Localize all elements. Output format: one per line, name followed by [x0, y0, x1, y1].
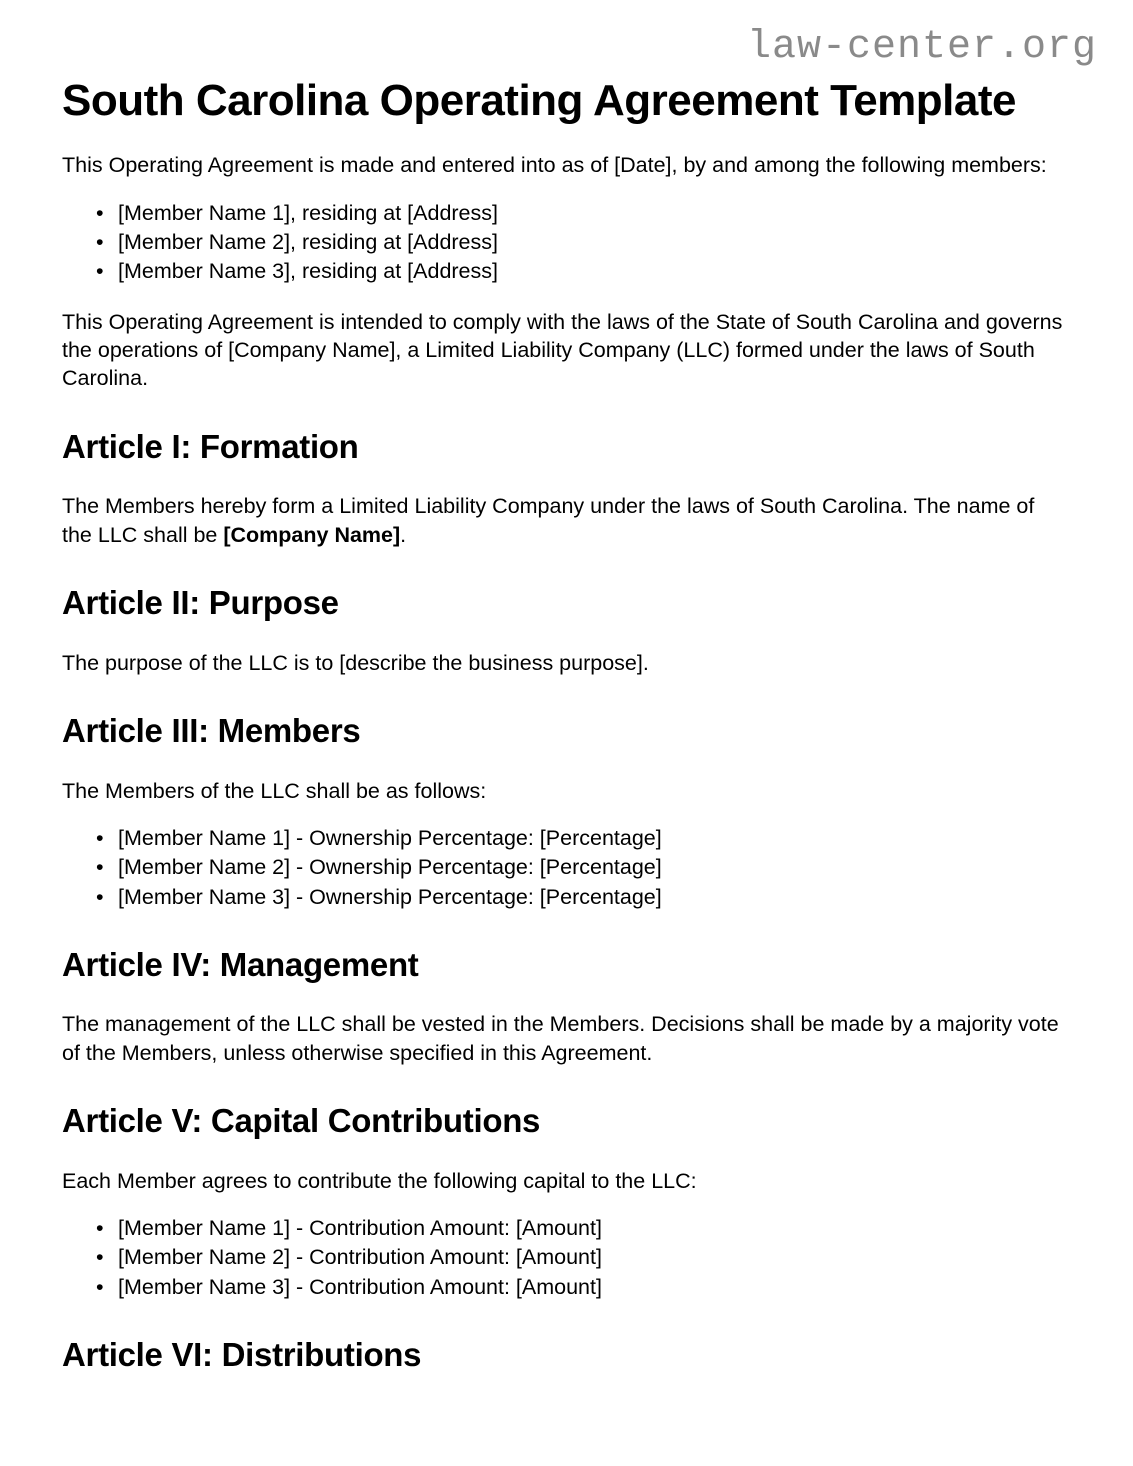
- article-management-body: The management of the LLC shall be vested in the Members. Decisions shall be made by a majority vote of the Members, unless otherwise specified in this Agreement.: [62, 1012, 1059, 1065]
- list-item: • [Member Name 3], residing at [Address]: [62, 258, 1070, 285]
- article-heading-purpose: Article II: Purpose: [62, 584, 339, 621]
- formation-text-lead: The Members hereby form a Limited Liability Company under the laws of South Carolina. The name of the LLC shall be: [62, 494, 1035, 547]
- article-purpose-body: The purpose of the LLC is to [describe the business purpose].: [62, 650, 649, 675]
- list-item: • [Member Name 2] - Ownership Percentage: [Percentage]: [62, 854, 1070, 881]
- article-heading-formation: Article I: Formation: [62, 427, 359, 465]
- article-capital-body: Each Member agrees to contribute the following capital to the LLC:: [62, 1168, 697, 1193]
- list-item: • [Member Name 3] - Contribution Amount: [Amount]: [62, 1274, 1070, 1301]
- article-heading-management: Article IV: Management: [62, 945, 419, 983]
- list-item: • [Member Name 1], residing at [Address]: [62, 200, 1070, 227]
- article-members-body: The Members of the LLC shall be as follows:: [62, 778, 487, 803]
- formation-text-trail: .: [400, 522, 407, 547]
- article-heading-capital-contributions: Article V: Capital Contributions: [62, 1102, 541, 1140]
- article-heading-distributions: Article VI: Distributions: [62, 1336, 422, 1374]
- list-item: • [Member Name 2], residing at [Address]: [62, 229, 1070, 256]
- company-name-placeholder: [Company Name]: [223, 522, 401, 547]
- member-address-list: [62, 200, 1070, 286]
- article-formation-body: [62, 492, 1070, 549]
- site-watermark: law-center.org: [746, 25, 1097, 70]
- member-contribution-list: [62, 1215, 1070, 1301]
- intro-paragraph: This Operating Agreement is made and entered into as of [Date], by and among the following members:: [62, 153, 1047, 178]
- list-item: • [Member Name 1] - Contribution Amount: [Amount]: [62, 1215, 1070, 1242]
- compliance-paragraph: This Operating Agreement is intended to comply with the laws of the State of South Carolina and governs the operations of [Company Name], a Limited Liability Company (LLC) formed under the laws of South Carolina.: [62, 309, 1063, 391]
- page-title: South Carolina Operating Agreement Template: [62, 76, 1016, 125]
- document-body: [62, 76, 1070, 1401]
- list-item: • [Member Name 1] - Ownership Percentage: [Percentage]: [62, 825, 1070, 852]
- list-item: • [Member Name 3] - Ownership Percentage: [Percentage]: [62, 884, 1070, 911]
- list-item: • [Member Name 2] - Contribution Amount: [Amount]: [62, 1244, 1070, 1271]
- member-ownership-list: [62, 825, 1070, 911]
- article-heading-members: Article III: Members: [62, 711, 361, 749]
